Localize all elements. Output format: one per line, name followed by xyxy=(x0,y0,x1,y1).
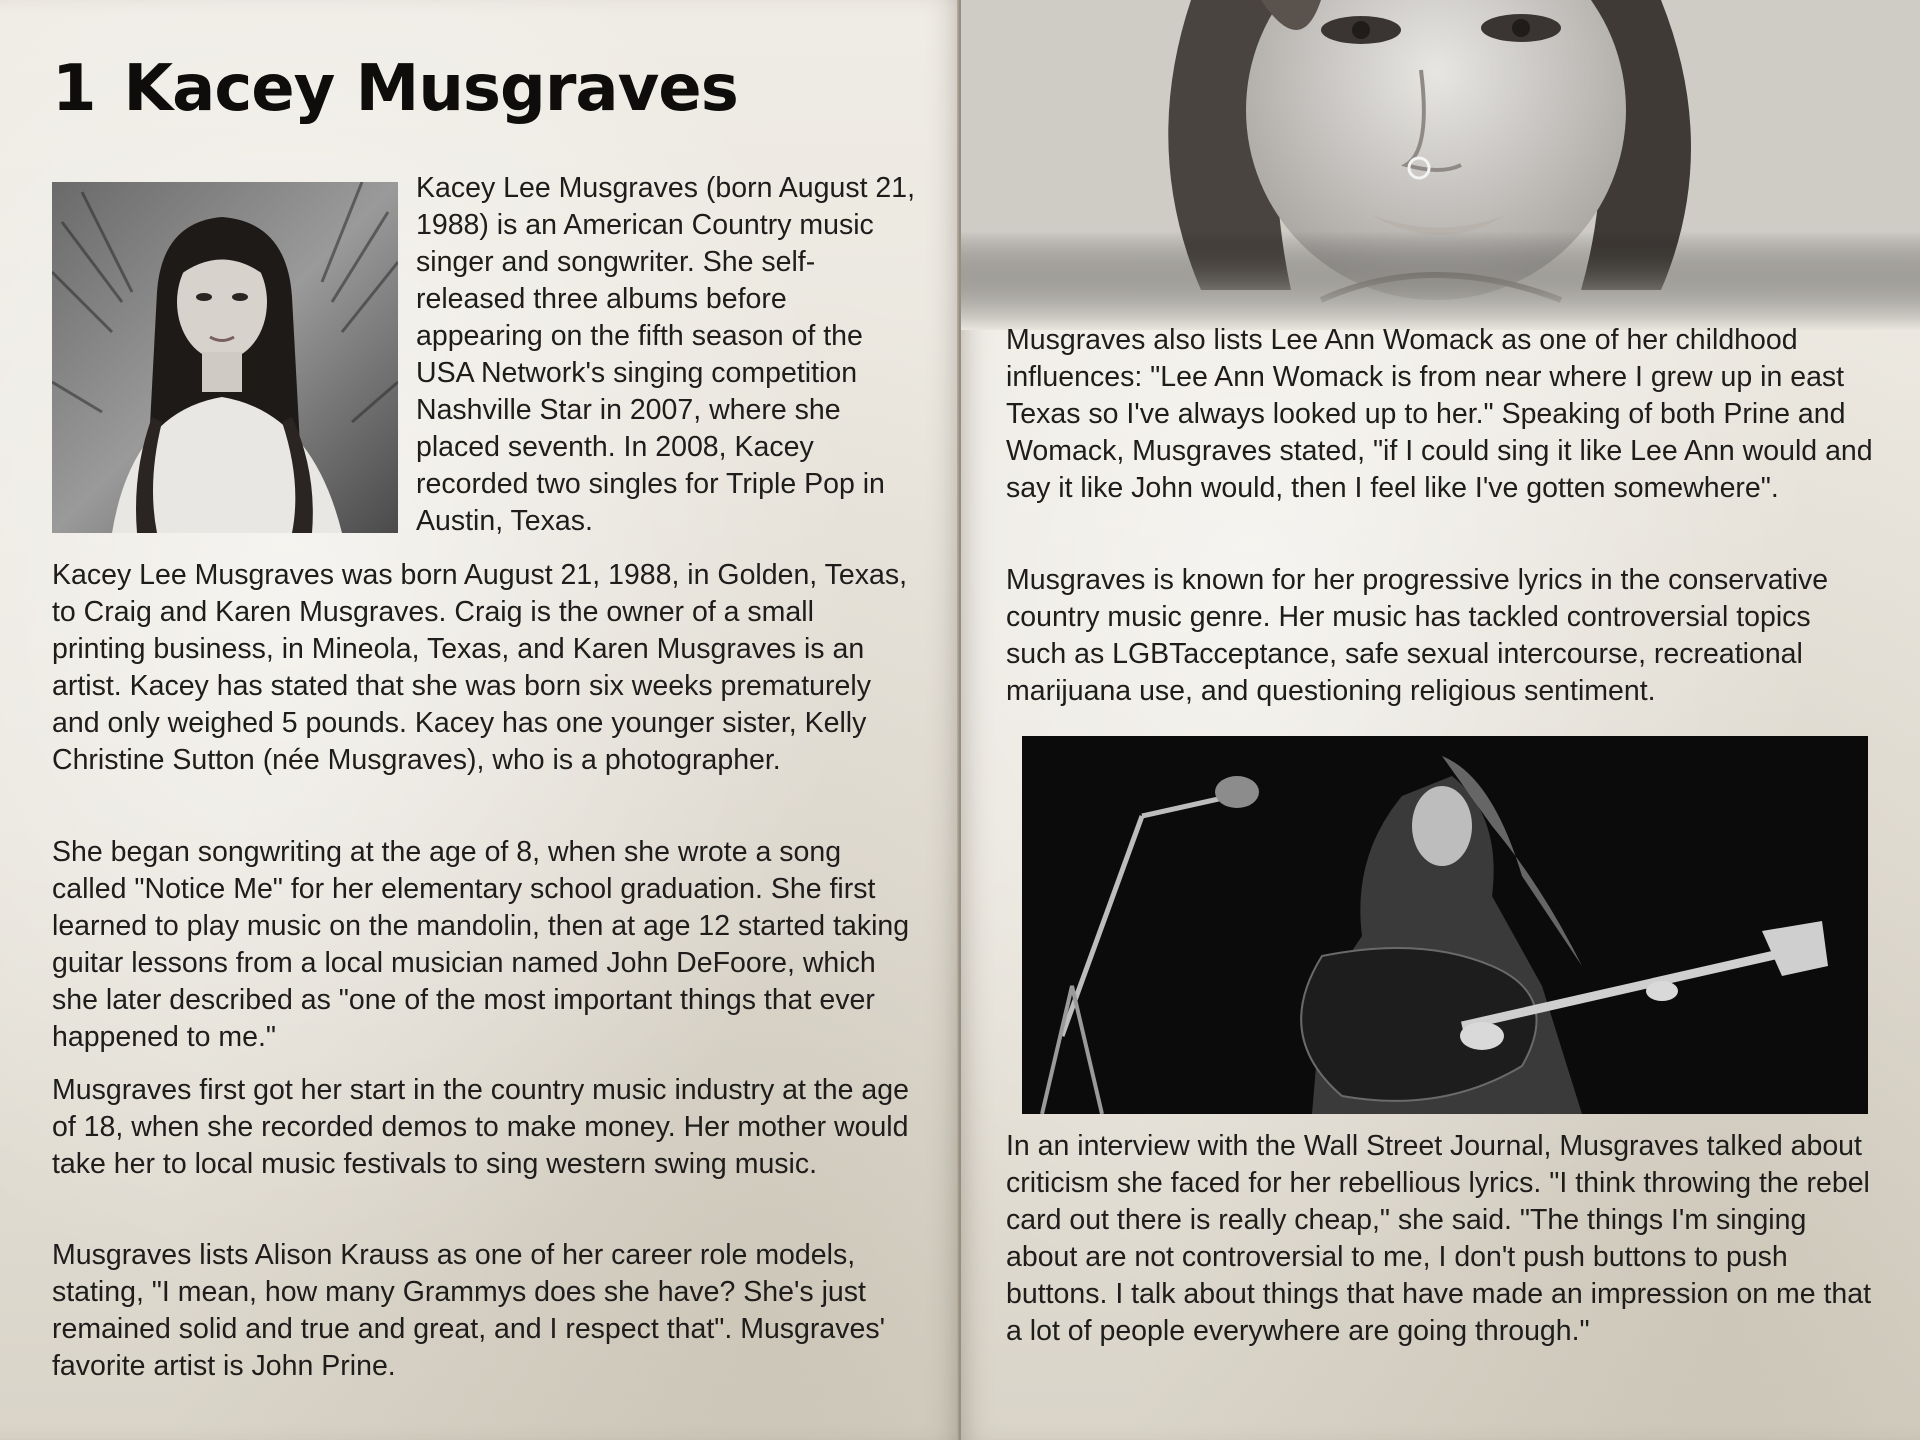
portrait-photo xyxy=(52,182,398,533)
right-paragraph: Musgraves also lists Lee Ann Womack as one of her childhood influences: "Lee Ann Womack is from near where I grew up in east Texas so I've always looked up to her." Speaking of both Prine and Womack, Musgraves stated, "if I could sing it like Lee Ann would and say it like John would, then I feel like I've gotten somewhere". xyxy=(1006,324,1873,504)
right-paragraph: Musgraves is known for her progressive lyrics in the conservative country music genre. Her music has tackled controversial topics such as LGBTacceptance, safe sexual intercourse, recreational marijuana use, and questioning religious sentiment. xyxy=(1006,564,1829,707)
left-page xyxy=(0,0,959,1440)
right-page xyxy=(961,0,1920,1440)
right-paragraph: In an interview with the Wall Street Journal, Musgraves talked about criticism she faced for her rebellious lyrics. "I think throwing the rebel card out there is really cheap," she said. "The things I'm singing about are not controversial to me, I don't push buttons to push buttons. I talk about things that have made an impression on me that a lot of people everywhere are going through." xyxy=(1006,1130,1872,1347)
intro-paragraph: Kacey Lee Musgraves (born August 21, 1988) is an American Country music singer and songwriter. She self-released three albums before appearing on the fifth season of the USA Network's singing competition Nashville Star in 2007, where she placed seventh. In 2008, Kacey recorded two singles for Triple Pop in Austin, Texas. xyxy=(416,172,916,537)
guitar-performance-photo xyxy=(1022,736,1868,1114)
chapter-title: Kacey Musgraves xyxy=(123,52,738,126)
left-paragraph: Kacey Lee Musgraves was born August 21, 1988, in Golden, Texas, to Craig and Karen Musgraves. Craig is the owner of a small printing business, in Mineola, Texas, and Karen Musgraves is an artist. Kacey has stated that she was born six weeks prematurely and only weighed 5 pounds. Kacey has one younger sister, Kelly Christine Sutton (née Musgraves), who is a photographer. xyxy=(52,559,907,776)
left-paragraph: She began songwriting at the age of 8, when she wrote a song called "Notice Me" for her elementary school graduation. She first learned to play music on the mandolin, then at age 12 started taking guitar lessons from a local musician named John DeFoore, which she later described as "one of the most important things that ever happened to me." xyxy=(52,836,910,1053)
left-paragraph: Musgraves first got her start in the country music industry at the age of 18, when she recorded demos to make money. Her mother would take her to local music festivals to sing western swing music. xyxy=(52,1074,909,1180)
left-paragraph: Musgraves lists Alison Krauss as one of her career role models, stating, "I mean, how many Grammys does she have? She's just remained solid and true and great, and I respect that". Musgraves' favorite artist is John Prine. xyxy=(52,1239,886,1382)
chapter-heading xyxy=(52,52,738,126)
closeup-photo xyxy=(961,0,1920,330)
chapter-number: 1 xyxy=(52,52,96,126)
